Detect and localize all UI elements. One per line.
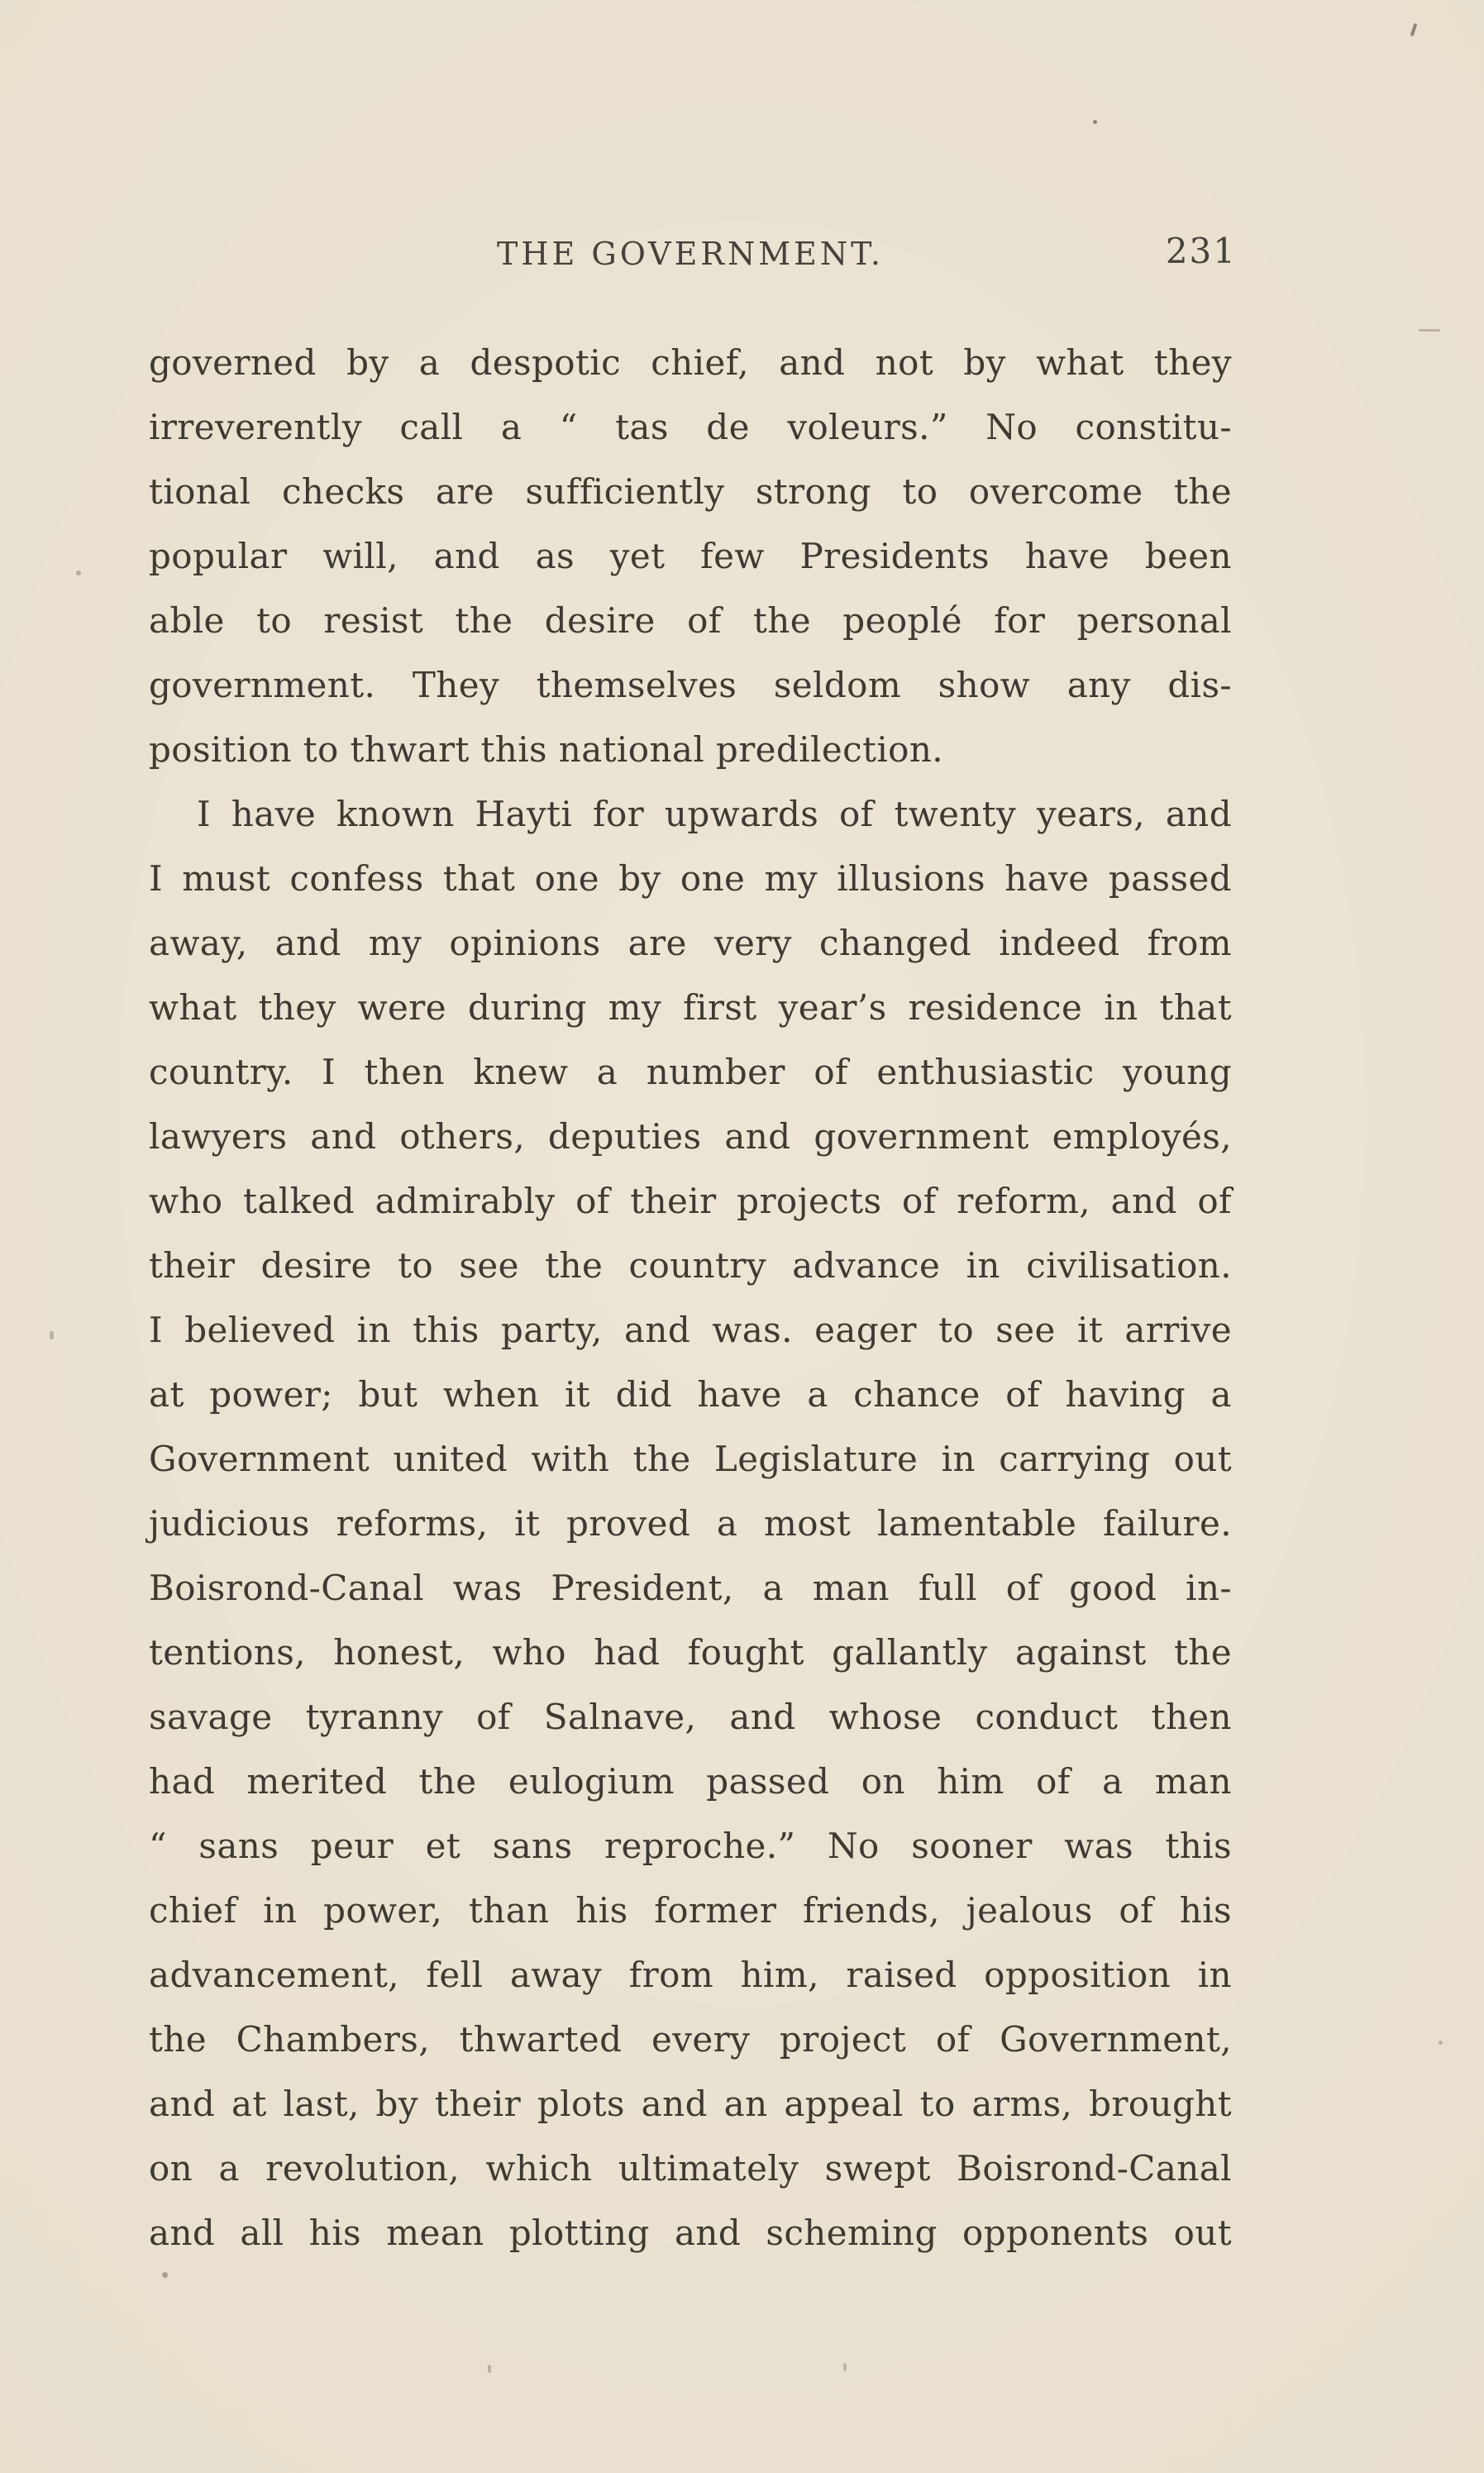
scan-speck <box>162 2272 168 2278</box>
scan-speck <box>1410 23 1418 36</box>
text-line: country. I then knew a number of enthusiastic young <box>149 1052 1232 1092</box>
text-line: I have known Hayti for upwards of twenty years, and <box>197 794 1232 834</box>
text-line: who talked admirably of their projects of reform, and of <box>149 1181 1232 1221</box>
text-line: at power; but when it did have a chance of having a <box>149 1374 1232 1415</box>
scan-speck <box>50 1331 54 1339</box>
text-line: advancement, fell away from him, raised opposition in <box>149 1955 1232 1995</box>
scan-speck <box>1093 120 1097 124</box>
text-line: had merited the eulogium passed on him of a man <box>149 1761 1232 1802</box>
body-text <box>149 331 1232 2265</box>
text-line: tentions, honest, who had fought gallantly against the <box>149 1632 1232 1673</box>
text-line: and at last, by their plots and an appeal to arms, brought <box>149 2084 1232 2124</box>
text-line: able to resist the desire of the peoplé for personal <box>149 600 1232 641</box>
text-line: popular will, and as yet few Presidents have been <box>149 536 1232 576</box>
text-line: Boisrond-Canal was President, a man full of good in- <box>149 1568 1232 1608</box>
running-head <box>149 231 1237 294</box>
scan-speck <box>1419 329 1440 332</box>
text-line: Government united with the Legislature in carrying out <box>149 1439 1232 1479</box>
text-line: I must confess that one by one my illusions have passed <box>149 858 1232 899</box>
chapter-header: THE GOVERNMENT. <box>497 236 884 272</box>
text-line: I believed in this party, and was. eager to see it arrive <box>149 1310 1232 1350</box>
text-line: on a revolution, which ultimately swept Boisrond-Canal <box>149 2148 1232 2189</box>
text-column <box>149 231 1237 2265</box>
text-line: lawyers and others, deputies and government employés, <box>149 1116 1232 1157</box>
page-number: 231 <box>1165 231 1237 271</box>
text-line: tional checks are sufficiently strong to overcome the <box>149 471 1232 512</box>
text-line: what they were during my first year’s residence in that <box>149 987 1232 1028</box>
text-line: government. They themselves seldom show any dis- <box>149 665 1232 705</box>
text-line: their desire to see the country advance in civilisation. <box>149 1245 1232 1286</box>
text-line: away, and my opinions are very changed indeed from <box>149 923 1232 963</box>
text-line: position to thwart this national predilection. <box>149 729 944 770</box>
text-line: judicious reforms, it proved a most lamentable failure. <box>149 1503 1232 1544</box>
scan-speck <box>488 2365 491 2373</box>
scan-speck <box>843 2363 847 2371</box>
text-line: the Chambers, thwarted every project of Government, <box>149 2019 1232 2060</box>
scan-speck <box>76 571 81 575</box>
text-line: governed by a despotic chief, and not by what they <box>149 342 1232 383</box>
text-line: and all his mean plotting and scheming opponents out <box>149 2213 1232 2253</box>
text-line: irreverently call a “ tas de voleurs.” No constitu- <box>149 407 1232 447</box>
text-line: savage tyranny of Salnave, and whose conduct then <box>149 1697 1232 1737</box>
scan-speck <box>1439 2041 1443 2045</box>
text-line: chief in power, than his former friends, jealous of his <box>149 1890 1232 1931</box>
text-line: “ sans peur et sans reproche.” No sooner was this <box>149 1826 1232 1866</box>
